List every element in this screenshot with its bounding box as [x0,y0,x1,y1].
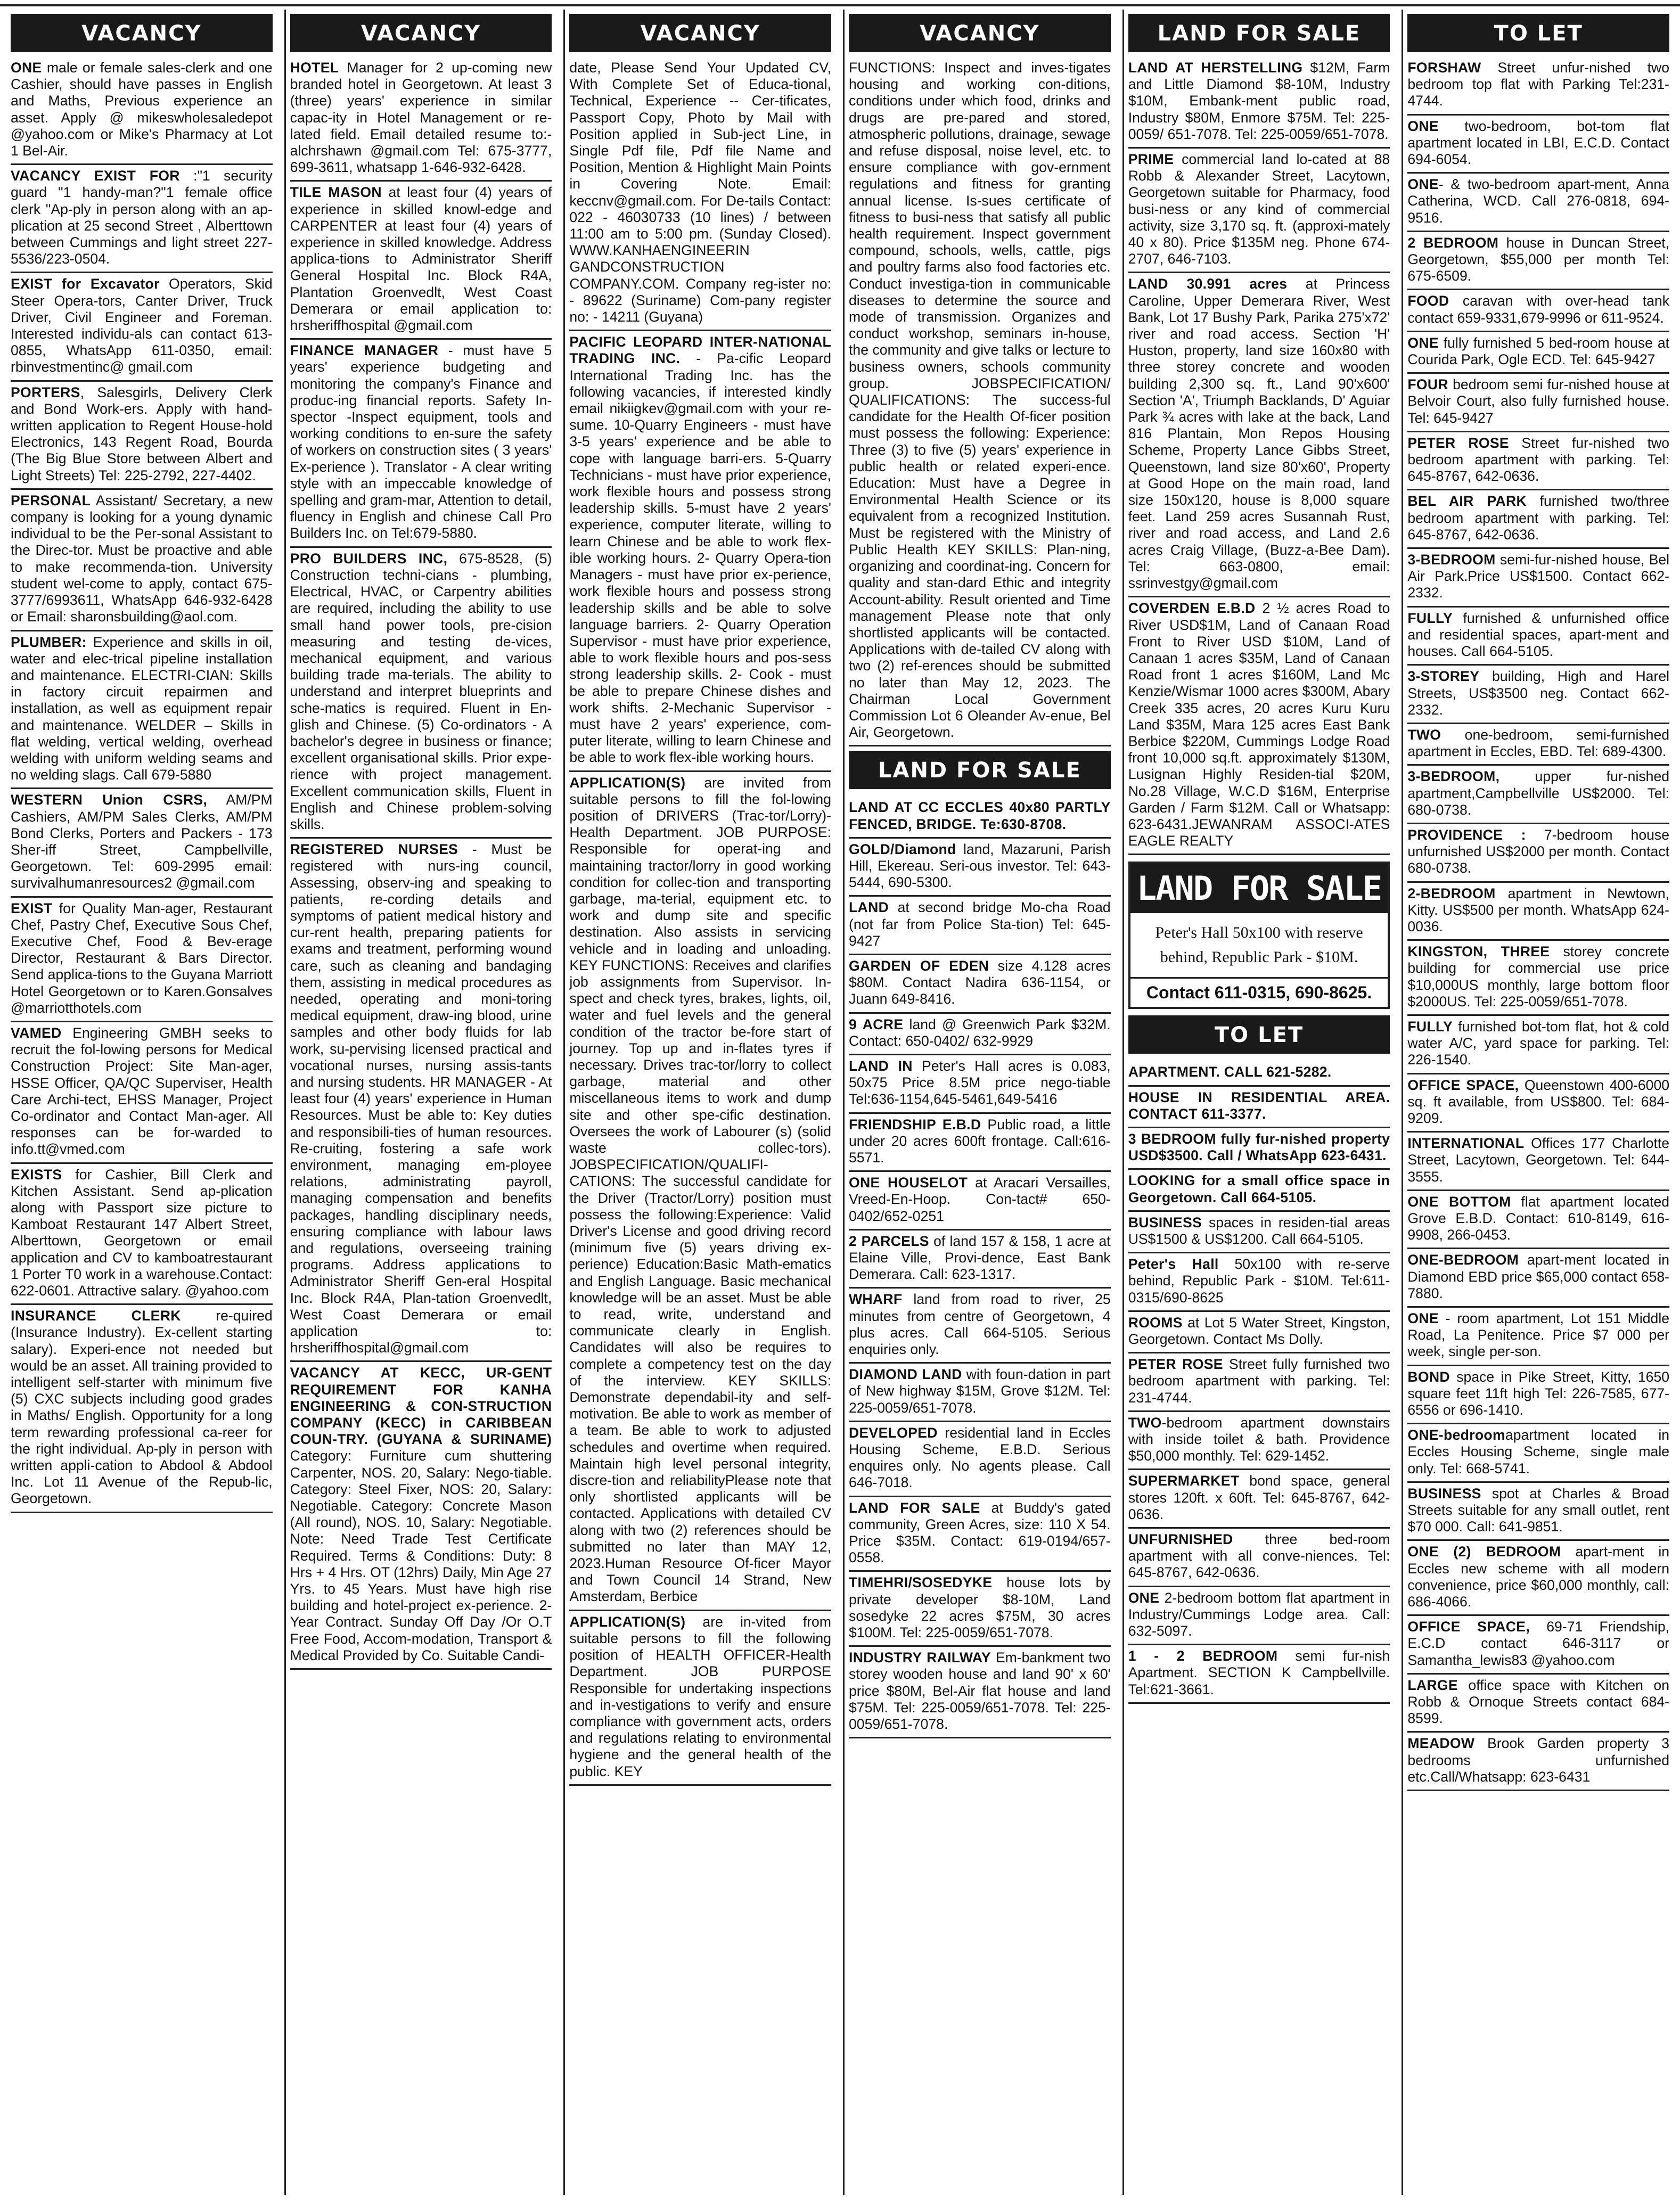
classified-ad [849,1014,1111,1055]
classified-ad [849,1422,1111,1497]
classified-ad [1407,1541,1669,1616]
section-header: LAND FOR SALE [849,751,1111,789]
ad-text: 2-bedroom bottom flat apartment in Industry/Cummings Lodge area. Call: 632-5097. [1128,1589,1390,1639]
classified-ad [1128,1470,1390,1529]
classified-ad [1128,597,1390,855]
classified-ad [1407,1016,1669,1074]
ad-lead: FULLY [1407,610,1453,626]
classified-ad [849,797,1111,838]
section-header: TO LET [1128,1015,1390,1054]
section-header: TO LET [1407,14,1669,52]
ad-text: FUNCTIONS: Inspect and inves-tigates housing and working con-ditions, conditions under which food, drinks and drugs are pre-pared and stored, atmospheric pollutions, drainage, sewage and refuse disposal, noise level, etc. to ensure compliance with gov-ernment regulations and fitness for granting annual license. Is-sues certificate of fitness to busi-ness that satisfy all public health requirement. Inspect government compound, schools, wells, cattle, pigs and poultry farms also food factories etc. Conduct investiga-tion in communicable diseases to determine the source and mode of transmission. Organizes and conduct workshop, seminars in-house, the community and give talks or lecture to business owners, schools community group. JOBSPECIFICATION/ QUALIFICATIONS: The success-ful candidate for the Health Of-ficer position must possess the following: Experience: Three (3) to five (5) years' experience in public health or related experi-ence. Education: Must have a Degree in Environmental Health Science or its equivalent from a recognized Institution. Must be registered with the Ministry of Public Health KEY SKILLS: Plan-ning, organizing and coordinat-ing. Concern for quality and stan-dard Ethic and integrity Account-ability. Result oriented and Time management Please note that only shortlisted applicants will be contacted. Applications with de-tailed CV along with two (2) ref-erences should be submitted no later than May 12, 2023. The Chairman Local Government Commission Lot 6 Oleander Av-enue, Bel Air, Georgetown. [849,60,1111,741]
column-5 [1122,10,1395,2195]
ad-lead: PRIME [1128,151,1174,168]
classified-ad [1128,1087,1390,1128]
ad-text: - room apartment, Lot 151 Middle Road, La Penitence. Price $7 000 per week, single per-son. [1407,1310,1670,1360]
classified-ad [1128,1645,1390,1704]
ad-text: for Cashier, Bill Clerk and Kitchen Assistant. Send ap-plication along with Passport size picture to Kamboat Restaurant 147 Albert Street, Alberttown, Georgetown or email application and CV to kamboatrestaurant 1 Porter T0 work in a warehouse.Contact: 622-0601. Attractive salary. @yahoo.com [11,1166,273,1299]
ad-lead: SUPERMARKET [1128,1473,1240,1489]
classified-ad [11,789,273,897]
ad-lead: PACIFIC LEOPARD INTER-NATIONAL TRADING INC. [569,334,832,367]
ad-lead: FRIENDSHIP E.B.D [849,1116,981,1133]
classified-ad [1407,1733,1669,1791]
ad-text: spaces in residen-tial areas US$1500 & US$1200. Call 664-5105. [1128,1214,1390,1247]
ad-lead: LAND AT HERSTELLING [1128,60,1303,76]
ad-text: are invited from suitable persons to fill the fol-lowing position of DRIVERS (Trac-tor/Lorry)-Health Department. JOB PURPOSE: Responsible for operat-ing and maintaining tractor/lorry in good working condition for collec-tion and transporting garbage, ma-terial, equipment etc. to work and dump site and specific destination. Also assists in servicing vehicle and in loading and unloading. KEY FUNCTIONS: Receives and clarifies job assignments from Supervisor. In-spect and check tyres, brakes, lights, oil, water and fuel levels and the general condition of the tractor be-fore start of journey. Top up and in-flates tyres if necessary. Drives trac-tor/lorry to collect garbage, material and other miscellaneous items to work and dump site and other spe-cific destination. Oversees the work of Labourer (s) (solid waste collec-tors). JOBSPECIFICATION/QUALIFI-CATIONS: The successful candidate for the Driver (Tractor/Lorry) position must possess the following:Experience: Valid Driver's License and good driving record (minimum five (5) years driving ex-perience) Education:Basic Math-ematics and English Language. Basic mechanical knowledge will be an asset. Must be able to read, write, understand and communicate clearly in English. Candidates will also be requires to complete a competency test on the day of the interview. KEY SKILLS: Demonstrate dependabil-ity and self-motivation. Be able to work as member of a team. Be able to work to adjusted schedules and overtime when required. Maintain high level personal integrity, discre-tion and reliabilityPlease note that only shortlisted applicants will be contacted. Applications with detailed CV along with two (2) references should be submitted no later than MAY 12, 2023.Human Resource Of-ficer Mayor and Town Council 14 Strand, New Amsterdam, Berbice [569,774,832,1605]
land-for-sale-banner [1128,862,1390,1009]
classified-ad [849,1647,1111,1738]
ad-lead: DIAMOND LAND [849,1366,962,1383]
ad-lead: WESTERN Union CSRS, [11,792,208,808]
ad-text: AM/PM Cashiers, AM/PM Sales Clerks, AM/PM Bond Clerks, Porters and Packers - 173 Sher-iff Street, Campbellville, Georgetown. Tel: 609-2995 email: survivalhumanresources2 @gmail.com [11,792,273,891]
ad-lead: 3 BEDROOM fully fur-nished property USD$3500. Call / WhatsApp 623-6431. [1128,1130,1390,1164]
ad-lead: EXIST [11,900,53,916]
ad-lead: GARDEN OF EDEN [849,957,989,974]
ad-lead: LOOKING for a small office space in Georgetown. Call 664-5105. [1128,1172,1390,1205]
ad-text: Offices 177 Charlotte Street, Lacytown, Georgetown. Tel: 644-3555. [1407,1135,1670,1185]
classified-ad [11,898,273,1022]
ad-text: flat apartment located Grove E.B.D. Contact: 610-8149, 616-9908, 266-0453. [1407,1193,1670,1243]
ad-lead: OFFICE SPACE, [1407,1619,1530,1635]
section-header: VACANCY [11,14,273,52]
ad-text: at second bridge Mo-cha Road (not far from Police Sta-tion) Tel: 645-9427 [849,899,1111,949]
classified-ad [290,340,552,547]
ad-lead: 2 BEDROOM [1407,234,1499,251]
ad-text: two-bedroom, bot-tom flat apartment located in LBI, E.C.D. Contact 694-6054. [1407,118,1670,168]
ad-lead: COVERDEN E.B.D [1128,600,1256,617]
ad-text: furnished & unfurnished office and residential spaces, apart-ment and houses. Call 664-5105. [1407,610,1670,660]
ad-text: bedroom semi fur-nished house at Belvoir Court, also fully furnished house. Tel: 645-9427 [1407,376,1670,426]
ad-text: building, High and Harel Streets, US$3500 neg. Contact 662-2332. [1407,668,1670,718]
ad-lead: BUSINESS [1407,1485,1481,1502]
classified-ad [1407,174,1669,232]
classified-ad [849,1572,1111,1647]
classified-ad [1128,273,1390,597]
ad-lead: BEL AIR PARK [1407,493,1527,510]
ad-lead: EXISTS [11,1166,62,1183]
ad-lead: PROVIDENCE : [1407,826,1526,843]
ad-lead: ONE BOTTOM [1407,1193,1511,1210]
column-6 [1402,10,1674,2195]
ad-text: Public road, a little under 20 acres 600ft frontage. Call:616-5571. [849,1116,1111,1166]
classified-ad [1128,1253,1390,1312]
ad-text: Operators, Skid Steer Opera-tors, Canter Driver, Truck Driver, Civil Engineer and Foreman. Interested individu-als can contact 613-0855, WhatsApp 611-0350, email: rbinvestmentinc@ gmail.com [11,276,273,375]
ad-lead: VACANCY EXIST FOR [11,168,180,184]
classified-ad [1128,1212,1390,1253]
ad-lead: INSURANCE CLERK [11,1308,181,1324]
ad-lead: APPLICATION(S) [569,774,686,791]
ad-text: Manager for 2 up-coming new branded hotel in Georgetown. At least 3 (three) years' experience in similar capac-ity in Hotel Management or re-lated field. Email detailed resume to:- alchrshawn @gmail.com Tel: 675-3777, 699-3611, whatsapp 1-646-932-6428. [290,60,552,176]
ad-text: semi-fur-nished house, Bel Air Park.Price US$1500. Contact 662-2332. [1407,552,1670,601]
ad-text: Assistant/ Secretary, a new company is looking for a young dynamic individual to be the Per-sonal Assistant to the Direc-tor. Must be proactive and able to make recommenda-tion. University student wel-come to apply, contact 675-3777/6993611, WhatsApp 646-932-6428 or Email: sharonsbuilding@aol.com. [11,492,273,625]
ad-text: :"1 security guard "1 handy-man?"1 female office clerk "Ap-ply in person along with an ap-plication at 25 second Street , Alberttown between Cummings and light street 227-5536/223-0504. [11,168,273,267]
ad-lead: KINGSTON, THREE [1407,943,1550,960]
ad-lead: FULLY [1407,1018,1453,1035]
column-1 [6,10,277,2195]
classified-ad [849,1364,1111,1422]
ad-lead: 3-STOREY [1407,668,1480,685]
classified-ad [569,331,831,772]
ad-text: Experience and skills in oil, water and elec-trical pipeline installation and maintenance. ELECTRI-CIAN: Skills in factory circuit repairmen and installation, as well as equipment repair and maintenance. WELDER – Skills in flat welding, vertical welding, overhead welding with uniform welding seams and no welding slags. Call 679-5880 [11,634,273,783]
classified-ad [1407,1366,1669,1425]
ad-lead: ONE [1407,1310,1439,1326]
classified-ad [1128,1128,1390,1170]
ad-lead: ROOMS [1128,1314,1183,1331]
classified-ad [1407,490,1669,549]
ad-lead: OFFICE SPACE, [1407,1077,1519,1093]
classified-ad [1407,1675,1669,1733]
ad-text: 2 ½ acres Road to River USD$1M, Land of Canaan Road Front to River USD $10M, Land of Canaan 1 acres $35M, Land of Canaan Road front 1 acres $160M, Land Mc Kenzie/Wismar 1000 acres $300M, Abary Creek 335 acres, 20 acres Kuru Kuru Land $35M, Mara 125 acres East Bank Berbice $220M, Cummings Lodge Road front 10,000 sq.ft. approximately $130M, Lusignan Highly Residen-tial $20M, No.28 Village, W.C.D $16M, Enterprise Garden / Farm $12M. Call or Whatsapp: 623-6431.JEWANRAM ASSOCI-ATES EAGLE REALTY [1128,600,1390,849]
classified-ad [1128,1587,1390,1646]
classified-ad [1407,724,1669,766]
ad-text: semi fur-nish Apartment. SECTION K Campbellville. Tel:621-3661. [1128,1648,1390,1697]
classified-ad [1407,116,1669,174]
ad-lead: ONE (2) BEDROOM [1407,1544,1561,1560]
ad-text: 675-8528, (5) Construction techni-cians - plumbing, Electrical, HVAC, or Carpentry abilities are required, including the ability to use small hand power tools, pre-cision measuring and testing de-vices, mechanical equipment, and various building trade ma-terials. The ability to understand and interpret blueprints and sche-matics is required. Fluent in En-glish and Chinese. (5) Co-ordinators - A bachelor's degree in business or finance; excellent organisational skills. Prior expe-rience with project management. Excellent communication skills, Fluent in English and Chinese problem-solving skills. [290,550,552,832]
classified-ad [1407,1191,1669,1250]
classified-ad [849,1114,1111,1172]
ad-text: caravan with over-head tank contact 659-9331,679-9996 or 611-9524. [1407,293,1670,326]
classified-ad [1407,1133,1669,1191]
ad-lead: INTERNATIONAL [1407,1135,1525,1152]
ad-lead: LAND [849,899,889,916]
ad-text: for Quality Man-ager, Restaurant Chef, Pastry Chef, Executive Sous Chef, Executive Chef, Food & Bev-erage Director, Restaurant & Bars Director. Send applica-tions to the Guyana Marriott Hotel Georgetown or to Karen.Gonsalves @marriotthotels.com [11,900,273,1016]
top-rule [0,4,1680,6]
column-3 [563,10,835,2195]
ad-text: three bed-room apartment with all conve-niences. Tel: 645-8767, 642-0636. [1128,1531,1390,1581]
classified-ad [849,897,1111,955]
ad-lead: PORTERS [11,384,80,400]
classified-ad [1407,332,1669,374]
ad-lead: FINANCE MANAGER [290,342,439,359]
classified-ad [1128,60,1390,149]
ad-text: are in-vited from suitable persons to fill the following position of HEALTH OFFICER-Health Department. JOB PURPOSE Responsible for undertaking inspections and in-vestigations to verify and ensure compliance with government acts, orders and regulations relating to environmental hygiene and the general health of the public. KEY [569,1613,832,1779]
ad-text: storey concrete building for commercial use price $10,000US monthly, large bottom floor $2000US. Tel: 225-0059/651-7078. [1407,943,1670,1010]
classified-ad [849,1289,1111,1364]
ad-text: one-bedroom, semi-furnished apartment in Eccles, EBD. Tel: 689-4300. [1407,726,1670,760]
ad-lead: TIMEHRI/SOSEDYKE [849,1574,993,1591]
section-header: LAND FOR SALE [1128,14,1390,52]
classified-ad [290,1362,552,1670]
ad-text: Queenstown 400-6000 sq. ft available, from US$800. Tel: 684-9209. [1407,1077,1670,1126]
classified-ad [11,1022,273,1164]
ad-lead: GOLD/Diamond [849,841,956,857]
classified-ad [1407,1483,1669,1541]
ad-lead: 3-BEDROOM [1407,552,1496,568]
ad-lead: PETER ROSE [1128,1356,1223,1373]
ad-text: - Must be registered with nurs-ing council, Assessing, observ-ing and speaking to patients, re-cording details and symptoms of patient medical history and cur-rent health, preparing patients for exams and treatment, performing wound care, such as cleaning and bandaging them, assisting in medical procedures as needed, operating and moni-toring medical equipment, draw-ing blood, urine samples and other body fluids for lab work, su-pervising licensed practical and vocational nurses, nursing assis-tants and nursing students. HR MANAGER - At least four (4) years' experience in Human Resources. Must be able to: Key duties and responsibili-ties of human resources. Re-cruiting, fostering a safe work environment, managing em-ployee relations, administrating payroll, managing compensation and benefits packages, handling disciplinary needs, ensuring compliance with labour laws and regulations, overseeing training programs. Address applications to Administrator Sheriff Gen-eral Hospital Inc. Block R4A, Plan-tation Groenvedlt, West Coast Demerara or email application to: hrsheriffhospital@gmail.com [290,841,552,1356]
ad-text: 7-bedroom house unfurnished US$2000 per month. Contact 680-0738. [1407,826,1670,876]
ad-text: office space with Kitchen on Robb & Ornoque Streets contact 684-8599. [1407,1677,1670,1727]
ad-lead: 2 PARCELS [849,1233,929,1249]
ad-lead: UNFURNISHED [1128,1531,1233,1548]
section-header: VACANCY [290,14,552,52]
ad-lead: VAMED [11,1024,62,1041]
ad-text: apart-ment located in Diamond EBD price $65,000 contact 658-7880. [1407,1252,1670,1301]
ad-text: land @ Greenwich Park $32M. Contact: 650-0402/ 632-9929 [849,1016,1111,1049]
classified-ad [569,772,831,1611]
ad-text: apart-ment in Eccles new scheme with all modern convenience, price $60,000 monthly, call: 686-4066. [1407,1544,1670,1610]
classified-ad [1407,232,1669,291]
classified-ad [849,60,1111,746]
section-header: VACANCY [849,14,1111,52]
classified-ad [11,165,273,273]
classified-ad [1128,149,1390,273]
ad-lead: WHARF [849,1291,903,1308]
ad-text: space in Pike Street, Kitty, 1650 square feet 11ft high Tel: 226-7585, 677-6556 or 696-1410. [1407,1368,1670,1418]
ad-text: $12M, Farm and Little Diamond $8-10M, Industry $10M, Embank-ment public road, Industry $80M, Enmore $75M. Tel: 225-0059/ 651-7078. Tel: 225-0059/651-7078. [1128,60,1390,142]
ad-lead: ONE-bedroom [1407,1427,1505,1443]
ad-text: house lots by private developer $8-10M, Land sosedyke 22 acres $75M, 30 acres $100M. Tel: 225-0059/651-7078. [849,1574,1111,1641]
ad-lead: APPLICATION(S) [569,1613,686,1630]
ad-text: at Aracari Versailles, Vreed-En-Hoop. Con-tact# 650-0402/652-0251 [849,1175,1111,1224]
ad-text: at least four (4) years of experience in skilled knowl-edge and CARPENTER at least four (4) years of experience in skilled knowledge. Address applica-tions to Administrator Sheriff General Hospital Inc. Block R4A, Plantation Groenvedlt, West Coast Demerara or email application to: hrsheriffhospital @gmail.com [290,184,552,334]
classified-ad [849,1230,1111,1289]
ad-text: residential land in Eccles Housing Scheme, E.B.D. Serious enquires only. No agents please. Call 646-7018. [849,1424,1111,1491]
ad-text: 50x100 with re-serve behind, Republic Park - $10M. Tel:611-0315/690-8625 [1128,1256,1390,1306]
classified-ad [1407,1424,1669,1483]
classified-ad [11,631,273,790]
ad-text: re-quired (Insurance Industry). Ex-cellent starting salary). Experi-ence not needed but would be an asset. All training provided to intelligent self-starter with minimum five (5) CXC subjects including good grades in Maths/ English. Opportunity for a long term rewarding professional ca-reer for the right individual. Ap-ply in person with written appli-cation to Abdool & Abdool Inc. Lot 11 Avenue of the Repub-lic, Georgetown. [11,1308,273,1507]
classified-ad [1407,941,1669,1016]
ad-lead: LAND AT CC ECCLES 40x80 PARTLY FENCED, BRIDGE. Te:630-8708. [849,799,1111,832]
ad-lead: DEVELOPED [849,1424,938,1441]
classified-ad [11,490,273,631]
classified-ad [1407,1249,1669,1308]
ad-lead: LARGE [1407,1677,1458,1693]
classified-ad [1407,60,1669,116]
ad-lead: PLUMBER: [11,634,87,650]
classified-ad [1407,824,1669,883]
classified-ad [1128,1353,1390,1412]
column-2 [284,10,556,2195]
ad-lead: PERSONAL [11,492,91,508]
ad-text: Street unfur-nished two bedroom top flat with Parking Tel:231-4744. [1407,60,1670,109]
classified-ad [290,60,552,182]
ad-text: bond space, general stores 120ft. x 60ft. Tel: 645-8767, 642-0636. [1128,1473,1390,1522]
ad-text: , Salesgirls, Delivery Clerk and Bond Work-ers. Apply with hand-written application to Regent House-hold Electronics, 143 Regent Road, Bourda (The Big Blue Store between Albert and Light Streets) Tel: 225-2792, 227-4402. [11,384,273,483]
ad-text: spot at Charles & Broad Streets suitable for any small outlet, rent $70 000. Call: 641-9851. [1407,1485,1670,1535]
classified-ad [1407,290,1669,332]
classified-ad [1407,883,1669,941]
classified-ad [1407,1616,1669,1675]
ad-lead: ONE [1407,334,1439,351]
ad-text: apartment in Newtown, Kitty. US$500 per month. WhatsApp 624-0036. [1407,885,1670,934]
classified-ad [11,1305,273,1513]
ad-text: at Princess Caroline, Upper Demerara River, West Bank, Lot 17 Bushy Park, Parika 275'x72' river and road access. Section 'H' Huston, property, land size 160x80 with three storey concrete and wooden building 2,300 sq. ft., Land 90'x600' Section 'A', Triumph Backlands, D' Aguiar Park ¾ acres with lake at the back, Land 816 Plantain, Mon Repos Housing Scheme, Property Lance Gibbs Street, Queenstown, land size 80'x60', Property at Good Hope on the main road, land size 150x120, house is 8,000 square feet. Land 259 acres Susannah Rust, river and road access, and Land 2.6 acres Craig Village, (Buzz-a-Bee Dam). Tel: 663-0800, email: ssrinvestgy@gmail.com [1128,276,1390,592]
ad-lead: LAND FOR SALE [849,1499,980,1516]
ad-text: date, Please Send Your Updated CV, With Complete Set of Educa-tional, Technical, Experience -- Cer-tificates, Passport Copy, Photo by Mail with Position applied in Sub-ject Line, in Single Pdf file, Pdf file Name and Position, Mention & Highlight Main Points in Covering Note. Email: keccnv@gmail.com. For De-tails Contact: 022 - 46030733 (10 lines) / between 11:00 am to 5:00 pm. (Sunday Closed). WWW.KANHAENGINEERIN GANDCONSTRUCTION COMPANY.COM. Company reg-ister no: - 89622 (Suriname) Com-pany register no: - 14211 (Guyana) [569,60,832,325]
classified-ad [1407,374,1669,432]
classified-ad [849,1497,1111,1572]
ad-text: Brook Garden property 3 bedrooms unfurnished etc.Call/Whatsapp: 623-6431 [1407,1735,1670,1785]
ad-lead: LAND IN [849,1057,913,1074]
ad-lead: HOTEL [290,60,339,76]
ad-lead: PETER ROSE [1407,434,1509,451]
ad-lead: TWO [1407,726,1441,743]
classified-ad [1407,1074,1669,1133]
classified-ad [849,1055,1111,1114]
ad-lead: 3-BEDROOM, [1407,768,1500,785]
ad-text: Street fur-nished two bedroom apartment with parking. Tel: 645-8767, 642-0636. [1407,434,1670,485]
ad-lead: ONE [1128,1589,1160,1606]
ad-lead: HOUSE IN RESIDENTIAL AREA. CONTACT 611-3377. [1128,1089,1390,1122]
columns [6,10,1674,2195]
ad-lead: FOUR [1407,376,1448,393]
ad-lead: BOND [1407,1368,1450,1385]
ad-lead: TILE MASON [290,184,382,201]
ad-text: - & two-bedroom apart-ment, Anna Catherina, WCD. Call 276-0818, 694-9516. [1407,176,1670,226]
ad-lead: 1 - 2 BEDROOM [1128,1648,1278,1664]
classified-ad [1407,1308,1669,1366]
ad-text: with foun-dation in part of New highway $15M, Grove $12M. Tel: 225-0059/651-7078. [849,1366,1111,1416]
classified-ad [1407,432,1669,491]
classified-ad [11,1164,273,1306]
classified-ad [1128,1312,1390,1353]
ad-lead: ONE-BEDROOM [1407,1252,1519,1268]
ad-text: fully furnished 5 bed-room house at Courida Park, Ogle ECD. Tel: 645-9427 [1407,334,1670,368]
ad-lead: INDUSTRY RAILWAY [849,1650,991,1666]
classified-ad [849,955,1111,1014]
ad-text: Category: Furniture cum shuttering Carpenter, NOS. 20, Salary: Nego-tiable. Category: Steel Fixer, NOS: 20, Salary: Negotiable. Category: Concrete Mason (All round), NOS. 10, Salary: Negotiable. Note: Need Trade Test Certificate Required. Terms & Conditions: Duty: 8 Hrs + 4 Hrs. OT (12hrs) Daily, Min Age 27 Yrs. to 45 Years. Must have high rise building and hotel-project ex-perience. 2-Year Contract. Sunday Off Day /Or O.T Free Food, Accom-modation, Transport & Medical Provided by Co. Suitable Candi- [290,1448,552,1663]
ad-text: - must have 5 years' experience budgeting and monitoring the company's Finance and produc-ing financial reports. Safety In-spector -Inspect equipment, tools and working conditions to en-sure the safety of workers on construction sites ( 3 years' Ex-perience ). Translator - A clear writing style with an impeccable knowledge of spelling and gram-mar, Attention to detail, fluency in English and chinese Call Pro Builders Inc. on Tel:679-5880. [290,342,552,542]
classified-ad [1128,1529,1390,1587]
ad-text: at Lot 5 Water Street, Kingston, Georgetown. Contact Ms Dolly. [1128,1314,1390,1347]
classified-ad [290,839,552,1362]
ad-text: Engineering GMBH seeks to recruit the fol-lowing persons for Medical Construction Project: Site Man-ager, HSSE Officer, QA/QC Superviser, Health Care Archi-tect, EHSS Manager, Project Co-ordinator and Contact Man-ager. All responses can be for-warded to info.tt@vmed.com [11,1024,273,1158]
section-header: VACANCY [569,14,831,52]
ad-text: furnished bot-tom flat, hot & cold water A/C, yard space for parking. Tel: 226-1540. [1407,1018,1670,1068]
ad-text: - Pa-cific Leopard International Trading Inc. has the following vacancies, if interested kindly email nikiigkev@gmail.com with your re-sume. 10-Quarry Engineers - must have 3-5 years' experience and be able to cope with language barri-ers. 5-Quarry Technicians - must have prior experience, work flexible hours and possess strong leadership skills. 5-must have 2 years' experience, computer literate, willing to learn Chinese and be able to work flex-ible working hours. 2- Quarry Opera-tion Managers - must have prior ex-perience, work flexible hours and possess strong leadership skills and be able to solve language barriers. 2- Quarry Operation Supervisor - must have prior experience, able to work flexible hours and pos-sess strong leadership skills. 2- Cook - must be able to prepare Chinese dishes and work shifts. 2-Mechanic Supervisor - must have 2 years' experience, com-puter literate, willing to learn Chinese and be able to work flex-ible working hours. [569,350,832,766]
classified-ad [569,1611,831,1786]
classified-ad [1128,1061,1390,1086]
banner-foot: Contact 611-0315, 690-8625. [1130,977,1388,1007]
ad-lead: 9 ACRE [849,1016,904,1032]
ad-lead: MEADOW [1407,1735,1475,1752]
ad-text: Em-bankment two storey wooden house and land 90' x 60' price $80M, Bel-Air flat house and land $75M. Tel: 225-0059/651-7078. Tel: 225-0059/651-7078. [849,1650,1111,1733]
ad-lead: TWO [1128,1414,1162,1431]
classified-ad [1128,1412,1390,1471]
ad-text: at Buddy's gated community, Green Acres, size: 110 X 54. Price $35M. Contact: 619-0194/657-0558. [849,1499,1111,1566]
classified-ad [1407,766,1669,824]
ad-text: Peter's Hall acres is 0.083, 50x75 Price 8.5M price nego-tiable Tel:636-1154,645-5461,649-5416 [849,1057,1111,1107]
ad-lead: REGISTERED NURSES [290,841,458,858]
classified-ad [290,182,552,340]
ad-lead: EXIST for Excavator [11,276,160,292]
ad-text: size 4.128 acres $80M. Contact Nadira 636-1154, or Juann 649-8416. [849,957,1111,1007]
classified-ad [11,60,273,165]
ad-lead: ONE HOUSELOT [849,1175,968,1191]
classified-ad [11,382,273,490]
classified-ad [849,1172,1111,1230]
ad-lead: ONE [1407,176,1439,193]
ad-lead: FOOD [1407,293,1449,309]
classified-ad [1407,549,1669,608]
ad-lead: APARTMENT. CALL 621-5282. [1128,1064,1332,1080]
ad-lead: 2-BEDROOM [1407,885,1496,901]
classified-ad [1128,1170,1390,1211]
ad-text: land, Mazaruni, Parish Hill, Ekereau. Seri-ous investor. Tel: 643-5444, 690-5300. [849,841,1111,891]
ad-text: -bedroom apartment downstairs with inside toilet & bath. Providence $50,000 monthly. Tel: 629-1452. [1128,1414,1390,1464]
ad-lead: ONE [11,60,42,76]
ad-text: apartment located in Eccles Housing Scheme, single male only. Tel: 668-5741. [1407,1427,1670,1476]
banner-body: Peter's Hall 50x100 with reserve behind, Republic Park - $10M. [1155,924,1363,966]
ad-lead: ONE [1407,118,1439,134]
ad-text: Street fully furnished two bedroom apartment with parking. Tel: 231-4744. [1128,1356,1390,1406]
banner-title: LAND FOR SALE [1130,864,1388,913]
ad-text: of land 157 & 158, 1 acre at Elaine Ville, Provi-dence, East Bank Demerara. Call: 623-1317. [849,1233,1111,1283]
ad-lead: FORSHAW [1407,60,1481,76]
column-4 [843,10,1115,2195]
ad-lead: BUSINESS [1128,1214,1202,1230]
classified-ad [1407,608,1669,666]
ad-lead: VACANCY AT KECC, UR-GENT REQUIREMENT FOR KANHA ENGINEERING & CON-STRUCTION COMPANY (KECC) in CARIBBEAN COUN-TRY. (GUYANA & SURINAME) [290,1365,552,1448]
classified-ad [849,839,1111,897]
ad-text: upper fur-nished apartment,Campbellville US$2000. Tel: 680-0738. [1407,768,1670,818]
classified-ad [290,548,552,839]
classified-ad [11,273,273,381]
ad-text: commercial land lo-cated at 88 Robb & Alexander Street, Lacytown, Georgetown suitable for Pharmacy, food busi-ness or any kind of commercial activity, size 3,170 sq. ft. (approxi-mately 40 x 80). Price $135M neg. Phone 674-2707, 646-7103. [1128,151,1390,267]
classified-ad [1407,666,1669,724]
ad-text: house in Duncan Street, Georgetown, $55,000 per month Tel: 675-6509. [1407,234,1670,284]
ad-lead: PRO BUILDERS INC, [290,550,448,567]
ad-text: furnished two/three bedroom apartment with parking. Tel: 645-8767, 642-0636. [1407,493,1670,543]
ad-text: 69-71 Friendship, E.C.D contact 646-3117 or Samantha_lewis83 @yahoo.com [1407,1619,1670,1668]
ad-text: male or female sales-clerk and one Cashier, should have passes in English and Maths, Previous experience an asset. Apply @ mikeswholesaledepot @yahoo.com or Mike's Pharmacy at Lot 1 Bel-Air. [11,60,273,159]
classified-ad [569,60,831,331]
ad-lead: Peter's Hall [1128,1256,1219,1273]
ad-lead: LAND 30.991 acres [1128,276,1288,292]
ad-text: land from road to river, 25 minutes from centre of Georgetown, 4 plus acres. Call 664-5105. Serious enquiries only. [849,1291,1111,1358]
